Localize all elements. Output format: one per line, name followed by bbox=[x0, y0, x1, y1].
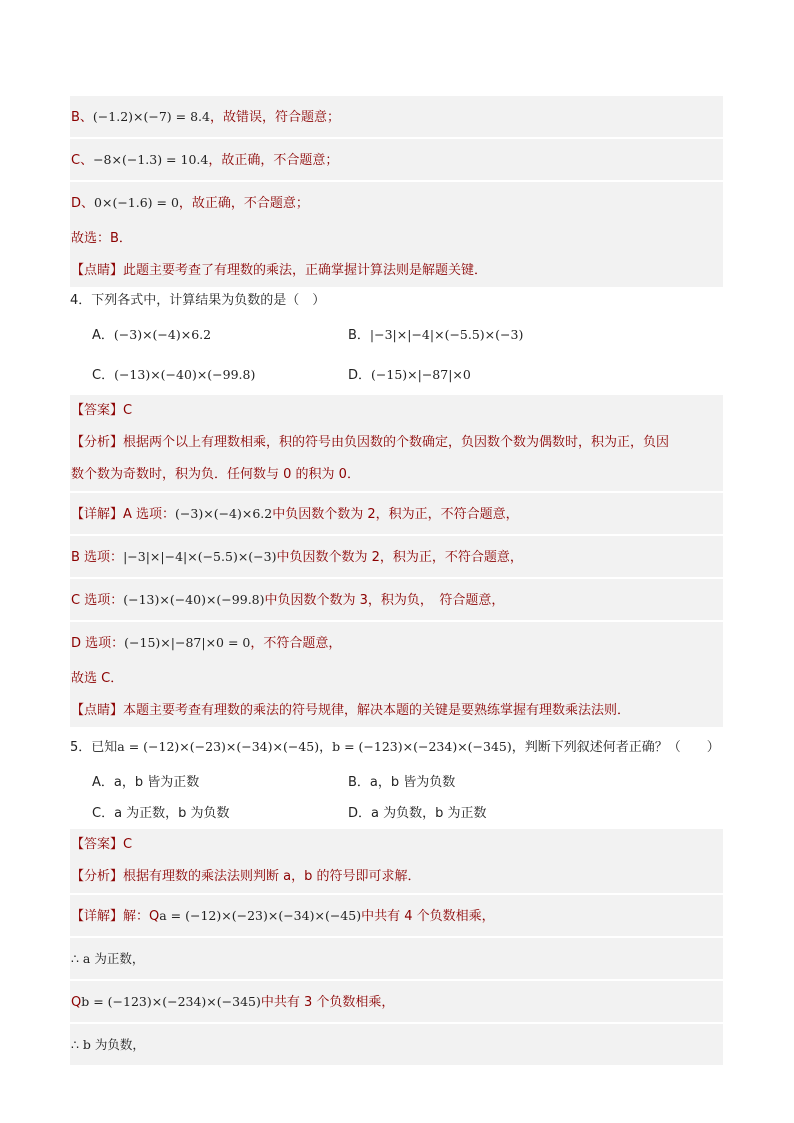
analysis-label: 【分析】 bbox=[71, 435, 124, 450]
question-4-options-row-2 bbox=[70, 355, 723, 395]
detail-line-2: ∴ a 为正数， bbox=[71, 951, 145, 966]
line-prefix: D、 bbox=[71, 196, 95, 211]
line-text: ，故错误，符合题意； bbox=[209, 110, 340, 125]
question-4-stem: 4．下列各式中，计算结果为负数的是（ ） bbox=[70, 293, 326, 308]
option-a: A．(−3)×(−4)×6.2 bbox=[92, 327, 212, 343]
option-a: A．a，b 皆为正数 bbox=[92, 775, 200, 790]
solution-line-d bbox=[70, 182, 723, 223]
analysis-text: 根据有理数的乘法法则判断 a，b 的符号即可求解． bbox=[123, 869, 421, 884]
formula: 0×(−1.6) = 0 bbox=[94, 195, 179, 210]
formula: −8×(−1.3) = 10.4 bbox=[93, 152, 209, 167]
comment-label: 【点睛】 bbox=[71, 703, 124, 718]
line-text: ，故正确，不合题意； bbox=[208, 153, 339, 168]
comment-label: 【点睛】 bbox=[71, 263, 124, 278]
solution-line-c bbox=[70, 139, 723, 180]
detail-line-b: B 选项：|−3|×|−4|×(−5.5)×(−3)中负因数个数为 2，积为正，不符合题意， bbox=[71, 549, 523, 565]
solution-line-b bbox=[70, 96, 723, 137]
analysis-text-2: 数个数为奇数时，积为负．任何数与 0 的积为 0． bbox=[71, 467, 360, 482]
option-d: D．(−15)×|−87|×0 bbox=[348, 367, 471, 383]
document-page bbox=[70, 96, 723, 1065]
answer-value: C bbox=[123, 403, 133, 418]
formula: a = (−12)×(−23)×(−34)×(−45) bbox=[117, 739, 320, 754]
question-5-options-row-2 bbox=[70, 798, 723, 829]
analysis-text-1: 根据两个以上有理数相乘，积的符号由负因数的个数确定，负因数个数为偶数时，积为正，负因 bbox=[123, 435, 670, 450]
answer-value: C bbox=[123, 837, 133, 852]
choice-line: 故选：B． bbox=[71, 231, 132, 246]
option-c: C．a 为正数，b 为负数 bbox=[92, 806, 230, 821]
formula: (−13)×(−40)×(−99.8) bbox=[123, 592, 265, 607]
comment-text: 本题主要考查有理数的乘法的符号规律，解决本题的关键是要熟练掌握有理数乘法法则． bbox=[123, 703, 631, 718]
detail-line-4: ∴ b 为负数， bbox=[71, 1037, 145, 1052]
analysis-paragraph bbox=[70, 427, 723, 491]
option-b: B．a，b 皆为负数 bbox=[348, 775, 456, 790]
formula: b = (−123)×(−234)×(−345) bbox=[81, 994, 261, 1009]
formula: (−1.2)×(−7) = 8.4 bbox=[92, 109, 210, 124]
formula: a = (−12)×(−23)×(−34)×(−45) bbox=[159, 908, 362, 923]
analysis-label: 【分析】 bbox=[71, 869, 124, 884]
answer-label: 【答案】 bbox=[71, 837, 124, 852]
option-b: B．|−3|×|−4|×(−5.5)×(−3) bbox=[348, 327, 524, 343]
formula: (−15)×|−87|×0 = 0 bbox=[124, 635, 251, 650]
answer-line bbox=[70, 395, 723, 427]
formula: (−3)×(−4)×6.2 bbox=[175, 506, 273, 521]
detail-label: 【详解】 bbox=[71, 507, 124, 522]
detail-line-c: C 选项：(−13)×(−40)×(−99.8)中负因数个数为 3，积为负， 符合题意， bbox=[71, 592, 505, 608]
choice-line: 故选 C． bbox=[71, 671, 124, 686]
formula: |−3|×|−4|×(−5.5)×(−3) bbox=[123, 549, 277, 564]
line-prefix: C、 bbox=[71, 153, 94, 168]
detail-line-1: 【详解】解：Qa = (−12)×(−23)×(−34)×(−45)中共有 4 个负数相乘， bbox=[71, 908, 495, 924]
comment-text: 此题主要考查了有理数的乘法，正确掌握计算法则是解题关键． bbox=[123, 263, 488, 278]
detail-label: 【详解】 bbox=[71, 909, 124, 924]
line-prefix: B、 bbox=[71, 110, 93, 125]
option-c: C．(−13)×(−40)×(−99.8) bbox=[92, 367, 256, 383]
comment-line bbox=[70, 255, 723, 287]
solution-block-q5 bbox=[70, 829, 723, 1065]
solution-block-q3 bbox=[70, 96, 723, 287]
question-5-stem: 5．已知a = (−12)×(−23)×(−34)×(−45)，b = (−123)×(−234)×(−345)，判断下列叙述何者正确？（ ） bbox=[70, 739, 720, 755]
solution-block-q4 bbox=[70, 395, 723, 727]
answer-label: 【答案】 bbox=[71, 403, 124, 418]
detail-line-3: Qb = (−123)×(−234)×(−345)中共有 3 个负数相乘， bbox=[71, 994, 395, 1010]
detail-line-a: 【详解】A 选项：(−3)×(−4)×6.2中负因数个数为 2，积为正，不符合题意， bbox=[71, 506, 519, 522]
analysis-line bbox=[70, 861, 723, 893]
answer-line bbox=[70, 829, 723, 861]
option-d: D．a 为负数，b 为正数 bbox=[348, 806, 487, 821]
detail-line-d: D 选项：(−15)×|−87|×0 = 0，不符合题意， bbox=[71, 635, 342, 651]
comment-line bbox=[70, 695, 723, 727]
line-text: ，故正确，不合题意； bbox=[178, 196, 309, 211]
question-4-options-row-1 bbox=[70, 315, 723, 355]
formula: b = (−123)×(−234)×(−345) bbox=[332, 739, 512, 754]
question-5-options-row-1 bbox=[70, 767, 723, 798]
